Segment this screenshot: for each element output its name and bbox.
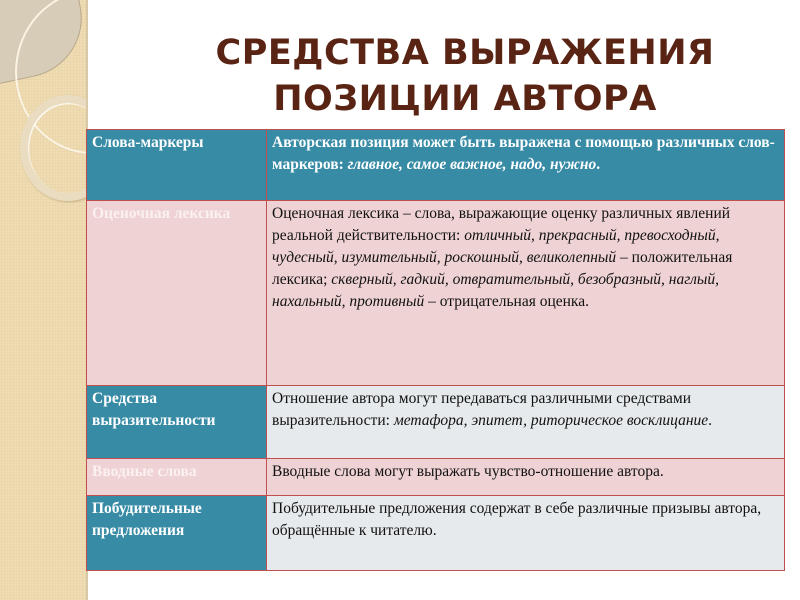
row-label: Побудительные предложения	[87, 496, 267, 571]
row-label: Слова-маркеры	[87, 130, 267, 201]
table-row	[87, 386, 785, 459]
row-description	[267, 386, 785, 459]
row-label: Оценочная лексика	[87, 201, 267, 386]
table-row	[87, 496, 785, 571]
negative-examples-text: скверный, гадкий, отвратительный, безобразный, наглый, нахальный, противный	[272, 271, 719, 310]
title-line-2: ПОЗИЦИИ АВТОРА	[273, 79, 657, 119]
decorative-sidebar	[0, 0, 88, 600]
row-description	[267, 201, 785, 386]
description-text: Отношение автора могут передаваться различными средствами выразительности:	[272, 390, 692, 429]
title-line-1: СРЕДСТВА ВЫРАЖЕНИЯ	[215, 33, 715, 73]
author-position-table	[86, 129, 785, 571]
description-tail: .	[708, 412, 713, 429]
description-tail: – отрицательная оценка.	[424, 293, 589, 310]
positive-examples-text: отличный, прекрасный, превосходный, чудесный, изумительный, роскошный, великолепный	[272, 227, 720, 266]
description-text-2: – положительная лексика;	[272, 249, 733, 288]
row-description: Вводные слова могут выражать чувство-отношение автора.	[267, 459, 785, 496]
table-row	[87, 130, 785, 201]
examples-text: главное, самое важное, надо, нужно	[347, 156, 597, 173]
row-description	[267, 130, 785, 201]
description-text: Авторская позиция может быть выражена с помощью различных слов-маркеров:	[272, 134, 775, 173]
slide-title	[130, 30, 800, 122]
examples-text: метафора, эпитет, риторическое восклицание	[393, 412, 709, 429]
table-row	[87, 459, 785, 496]
description-tail: .	[596, 156, 601, 173]
row-label: Вводные слова	[87, 459, 267, 496]
row-description: Побудительные предложения содержат в себе различные призывы автора, обращённые к читателю.	[267, 496, 785, 571]
row-label: Средства выразительности	[87, 386, 267, 459]
table-row	[87, 201, 785, 386]
description-text: Оценочная лексика – слова, выражающие оценку различных явлений реальной действительности:	[272, 205, 731, 244]
